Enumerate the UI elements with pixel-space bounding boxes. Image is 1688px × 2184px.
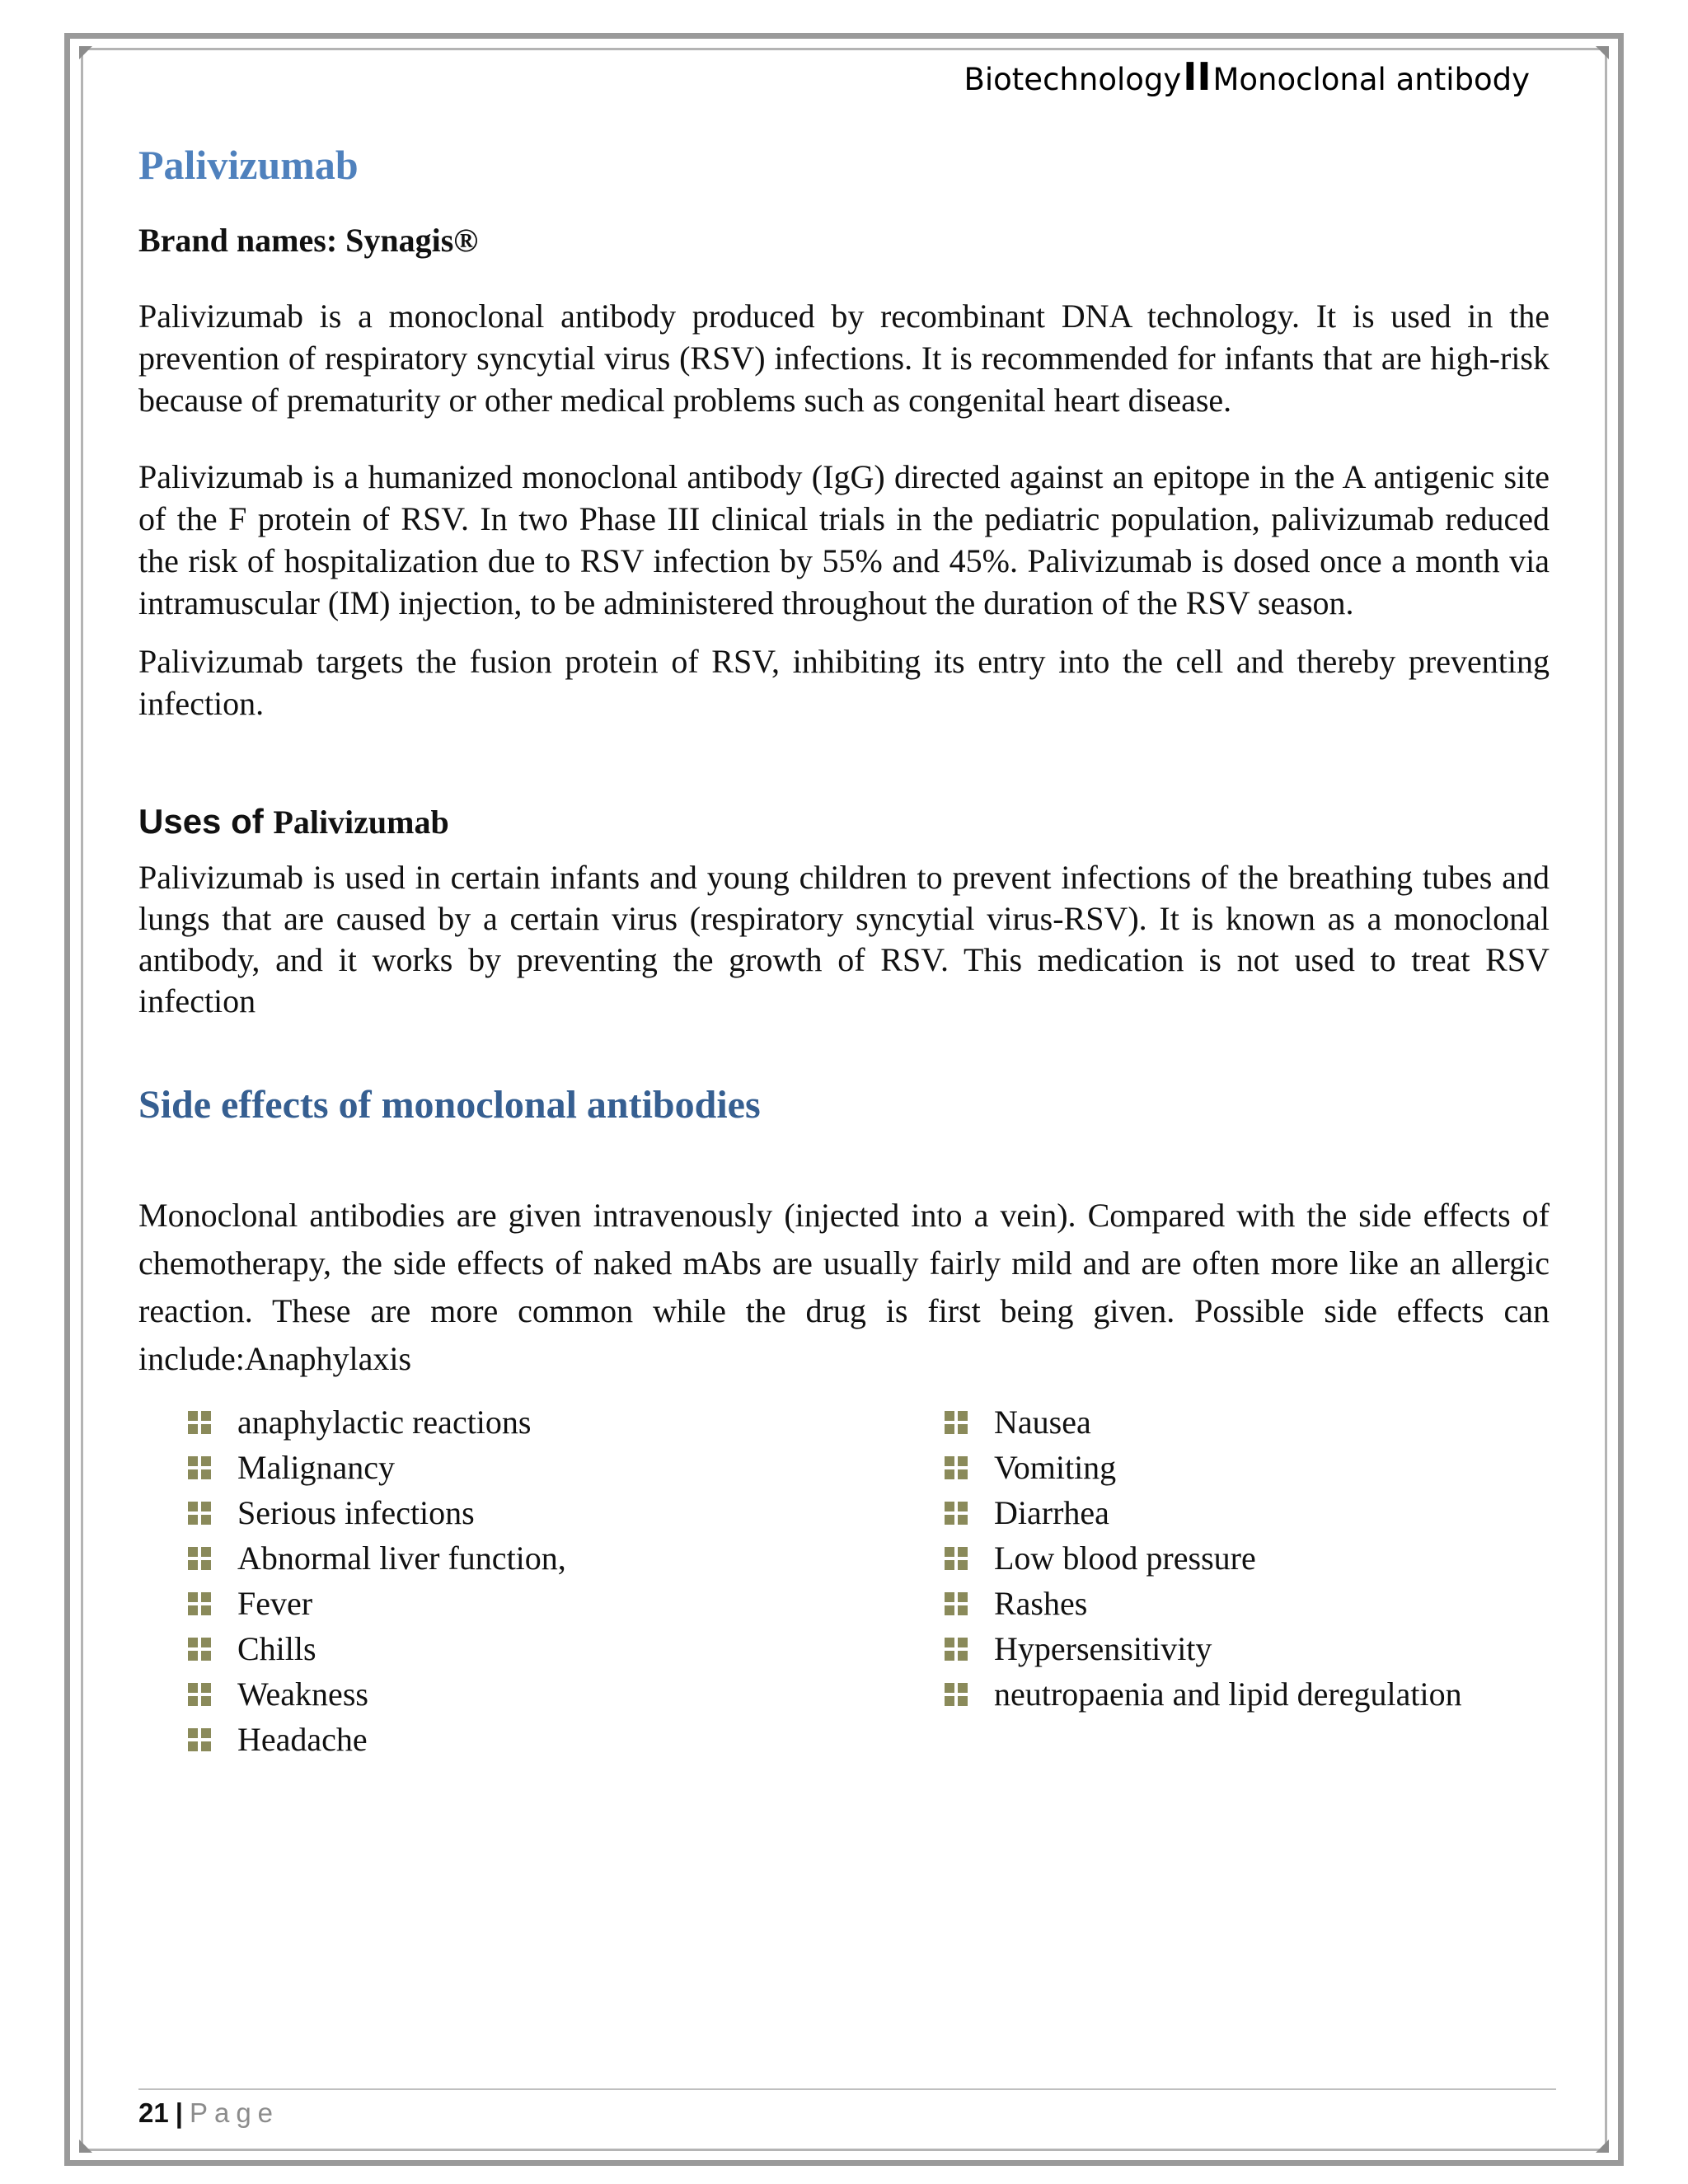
grid-bullet-icon xyxy=(188,1547,211,1570)
list-item: Fever xyxy=(188,1581,945,1626)
corner-ornament-top-left xyxy=(79,46,92,59)
paragraph-target: Palivizumab targets the fusion protein of RSV, inhibiting its entry into the cell and thereby preventing infection. xyxy=(138,643,1550,722)
list-item: Diarrhea xyxy=(945,1490,1462,1535)
grid-bullet-icon xyxy=(188,1638,211,1661)
side-effects-list-left xyxy=(188,1399,945,1762)
grid-bullet-icon xyxy=(945,1502,968,1525)
list-item: anaphylactic reactions xyxy=(188,1399,945,1445)
page-title: Palivizumab xyxy=(138,142,359,188)
list-item: Low blood pressure xyxy=(945,1535,1462,1581)
grid-bullet-icon xyxy=(188,1728,211,1751)
grid-bullet-icon xyxy=(188,1411,211,1434)
header-separator: II xyxy=(1183,54,1212,99)
list-item: Malignancy xyxy=(188,1445,945,1490)
list-item: Serious infections xyxy=(188,1490,945,1535)
list-item: Abnormal liver function, xyxy=(188,1535,945,1581)
footer-divider xyxy=(138,2088,1556,2090)
grid-bullet-icon xyxy=(945,1456,968,1479)
corner-ornament-bottom-left xyxy=(79,2139,92,2153)
page-content xyxy=(138,132,1550,1762)
grid-bullet-icon xyxy=(188,1683,211,1706)
uses-paragraph: Palivizumab is used in certain infants and young children to prevent infections of the breathing tubes and lungs that are caused by a certain virus (respiratory syncytial virus-RSV). It is known as a monoclonal antibody, and it works by preventing the growth of RSV. This medication is not used to treat RSV infection xyxy=(138,859,1550,1019)
header-topic: Monoclonal antibody xyxy=(1212,62,1530,97)
header-subject: Biotechnology xyxy=(964,62,1182,97)
uses-heading-drug: Palivizumab xyxy=(273,804,449,841)
list-item: Vomiting xyxy=(945,1445,1462,1490)
uses-heading xyxy=(138,797,1550,847)
grid-bullet-icon xyxy=(945,1638,968,1661)
side-effects-paragraph: Monoclonal antibodies are given intravenously (injected into a vein). Compared with the side effects of chemotherapy, the side effects of naked mAbs are usually fairly mild and are often more like an allergic reaction. These are more common while the drug is first being given. Possible side effects can include:Anaphylaxis xyxy=(138,1197,1550,1377)
grid-bullet-icon xyxy=(188,1456,211,1479)
page-label: Page xyxy=(189,2097,280,2128)
footer-separator: | xyxy=(175,2097,183,2128)
grid-bullet-icon xyxy=(945,1592,968,1615)
list-item: Weakness xyxy=(188,1671,945,1717)
corner-ornament-top-right xyxy=(1596,46,1609,59)
list-item: neutropaenia and lipid deregulation xyxy=(945,1671,1462,1717)
grid-bullet-icon xyxy=(188,1592,211,1615)
brand-names: Brand names: Synagis® xyxy=(138,222,479,259)
page-number: 21 xyxy=(138,2097,169,2128)
list-item: Hypersensitivity xyxy=(945,1626,1462,1671)
list-item: Chills xyxy=(188,1626,945,1671)
grid-bullet-icon xyxy=(188,1502,211,1525)
paragraph-intro: Palivizumab is a monoclonal antibody produced by recombinant DNA technology. It is used in the prevention of respiratory syncytial virus (RSV) infections. It is recommended for infants that are high-risk because of prematurity or other medical problems such as congenital heart disease. xyxy=(138,298,1550,419)
running-header xyxy=(964,54,1531,99)
side-effects-heading: Side effects of monoclonal antibodies xyxy=(138,1083,761,1127)
grid-bullet-icon xyxy=(945,1547,968,1570)
side-effects-lists xyxy=(188,1399,1550,1762)
list-item: Rashes xyxy=(945,1581,1462,1626)
list-item: Nausea xyxy=(945,1399,1462,1445)
page-footer xyxy=(138,2093,279,2133)
grid-bullet-icon xyxy=(945,1683,968,1706)
paragraph-mechanism: Palivizumab is a humanized monoclonal antibody (IgG) directed against an epitope in the A antigenic site of the F protein of RSV. In two Phase III clinical trials in the pediatric population, palivizumab reduced the risk of hospitalization due to RSV infection by 55% and 45%. Palivizumab is dosed once a month via intramuscular (IM) injection, to be administered throughout the duration of the RSV season. xyxy=(138,458,1550,621)
list-item: Headache xyxy=(188,1717,945,1762)
corner-ornament-bottom-right xyxy=(1596,2139,1609,2153)
side-effects-list-right xyxy=(945,1399,1462,1762)
grid-bullet-icon xyxy=(945,1411,968,1434)
uses-heading-prefix: Uses of xyxy=(138,802,264,841)
